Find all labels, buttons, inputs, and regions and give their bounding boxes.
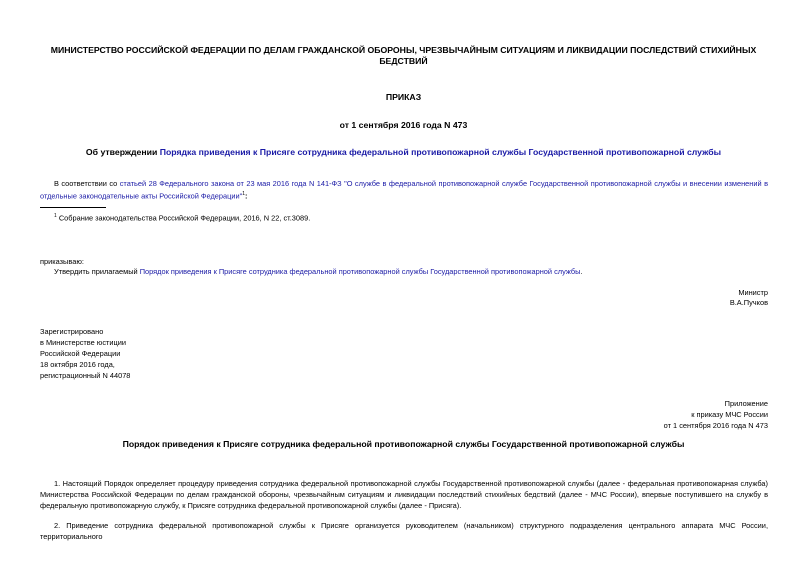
footnote-reference[interactable]: 1 bbox=[242, 191, 246, 197]
order-suffix: . bbox=[580, 267, 583, 276]
procedure-paragraph-2: 2. Приведение сотрудника федеральной противопожарной службы к Присяге организуется руководителем (начальником) структурного подразделения центрального аппарата МЧС России, территориального bbox=[40, 521, 768, 541]
registration-block bbox=[40, 326, 240, 381]
order-prefix: Утвердить прилагаемый bbox=[54, 267, 140, 276]
preamble-suffix: : bbox=[245, 191, 248, 201]
registration-line: регистрационный N 44078 bbox=[40, 371, 131, 380]
appendix-title: Порядок приведения к Присяге сотрудника федеральной противопожарной службы Государственной противопожарной службы bbox=[122, 439, 685, 449]
appendix-line: к приказу МЧС России bbox=[691, 410, 768, 419]
footnote-divider bbox=[40, 207, 106, 208]
law-article-link[interactable]: статьей 28 Федерального закона от 23 мая 2016 года N 141-ФЗ "О службе в федеральной противопожарной службе Государственной противопожарной службы и внесении изменений в отдельные законодательные акты Российской Федерации" bbox=[40, 179, 768, 201]
preamble-paragraph bbox=[40, 178, 768, 201]
registration-line: Зарегистрировано bbox=[40, 327, 104, 336]
subject-link[interactable]: Порядка приведения к Присяге сотрудника федеральной противопожарной службы Государственной противопожарной службы bbox=[159, 147, 722, 157]
procedure-paragraph-1: 1. Настоящий Порядок определяет процедуру приведения сотрудника федеральной противопожарной службы Государственной противопожарной службы (далее - федеральная противопожарная служба) Министерства Российской Федерации по делам гражданской обороны, чрезвычайным ситуациям и ликвидации последствий стихийных бедствий (далее - МЧС России), впервые поступившего на службу в федеральную противопожарную службу, к Присяге сотрудника федеральной противопожарной службы (далее - Присяга). bbox=[40, 479, 768, 510]
preamble-prefix: В соответствии со bbox=[54, 179, 120, 188]
footnote-text: Собрание законодательства Российской Федерации, 2016, N 22, ст.3089. bbox=[58, 213, 311, 223]
ministry-heading: МИНИСТЕРСТВО РОССИЙСКОЙ ФЕДЕРАЦИИ ПО ДЕЛАМ ГРАЖДАНСКОЙ ОБОРОНЫ, ЧРЕЗВЫЧАЙНЫМ СИТУАЦИЯМ И ЛИКВИДАЦИИ ПОСЛЕДСТВИЙ СТИХИЙНЫХ БЕДСТВИЙ bbox=[50, 45, 757, 66]
appendix-block bbox=[468, 398, 768, 431]
document-date-number: от 1 сентября 2016 года N 473 bbox=[339, 120, 468, 130]
registration-line: в Министерстве юстиции bbox=[40, 338, 127, 347]
order-paragraph bbox=[54, 266, 768, 277]
appendix-line: Приложение bbox=[724, 399, 768, 408]
appendix-line: от 1 сентября 2016 года N 473 bbox=[663, 421, 768, 430]
signature-name: В.А.Пучков bbox=[729, 298, 768, 307]
footnote-mark: 1 bbox=[54, 213, 57, 219]
document-type: ПРИКАЗ bbox=[385, 92, 422, 102]
subject-prefix: Об утверждении bbox=[85, 147, 160, 157]
registration-line: Российской Федерации bbox=[40, 349, 121, 358]
registration-line: 18 октября 2016 года, bbox=[40, 360, 115, 369]
order-verb: приказываю: bbox=[40, 257, 84, 266]
document-subject bbox=[0, 147, 807, 158]
footnote bbox=[54, 211, 754, 223]
procedure-link[interactable]: Порядок приведения к Присяге сотрудника федеральной противопожарной службы Государственной противопожарной службы bbox=[139, 267, 581, 276]
signature-title: Министр bbox=[738, 288, 768, 297]
